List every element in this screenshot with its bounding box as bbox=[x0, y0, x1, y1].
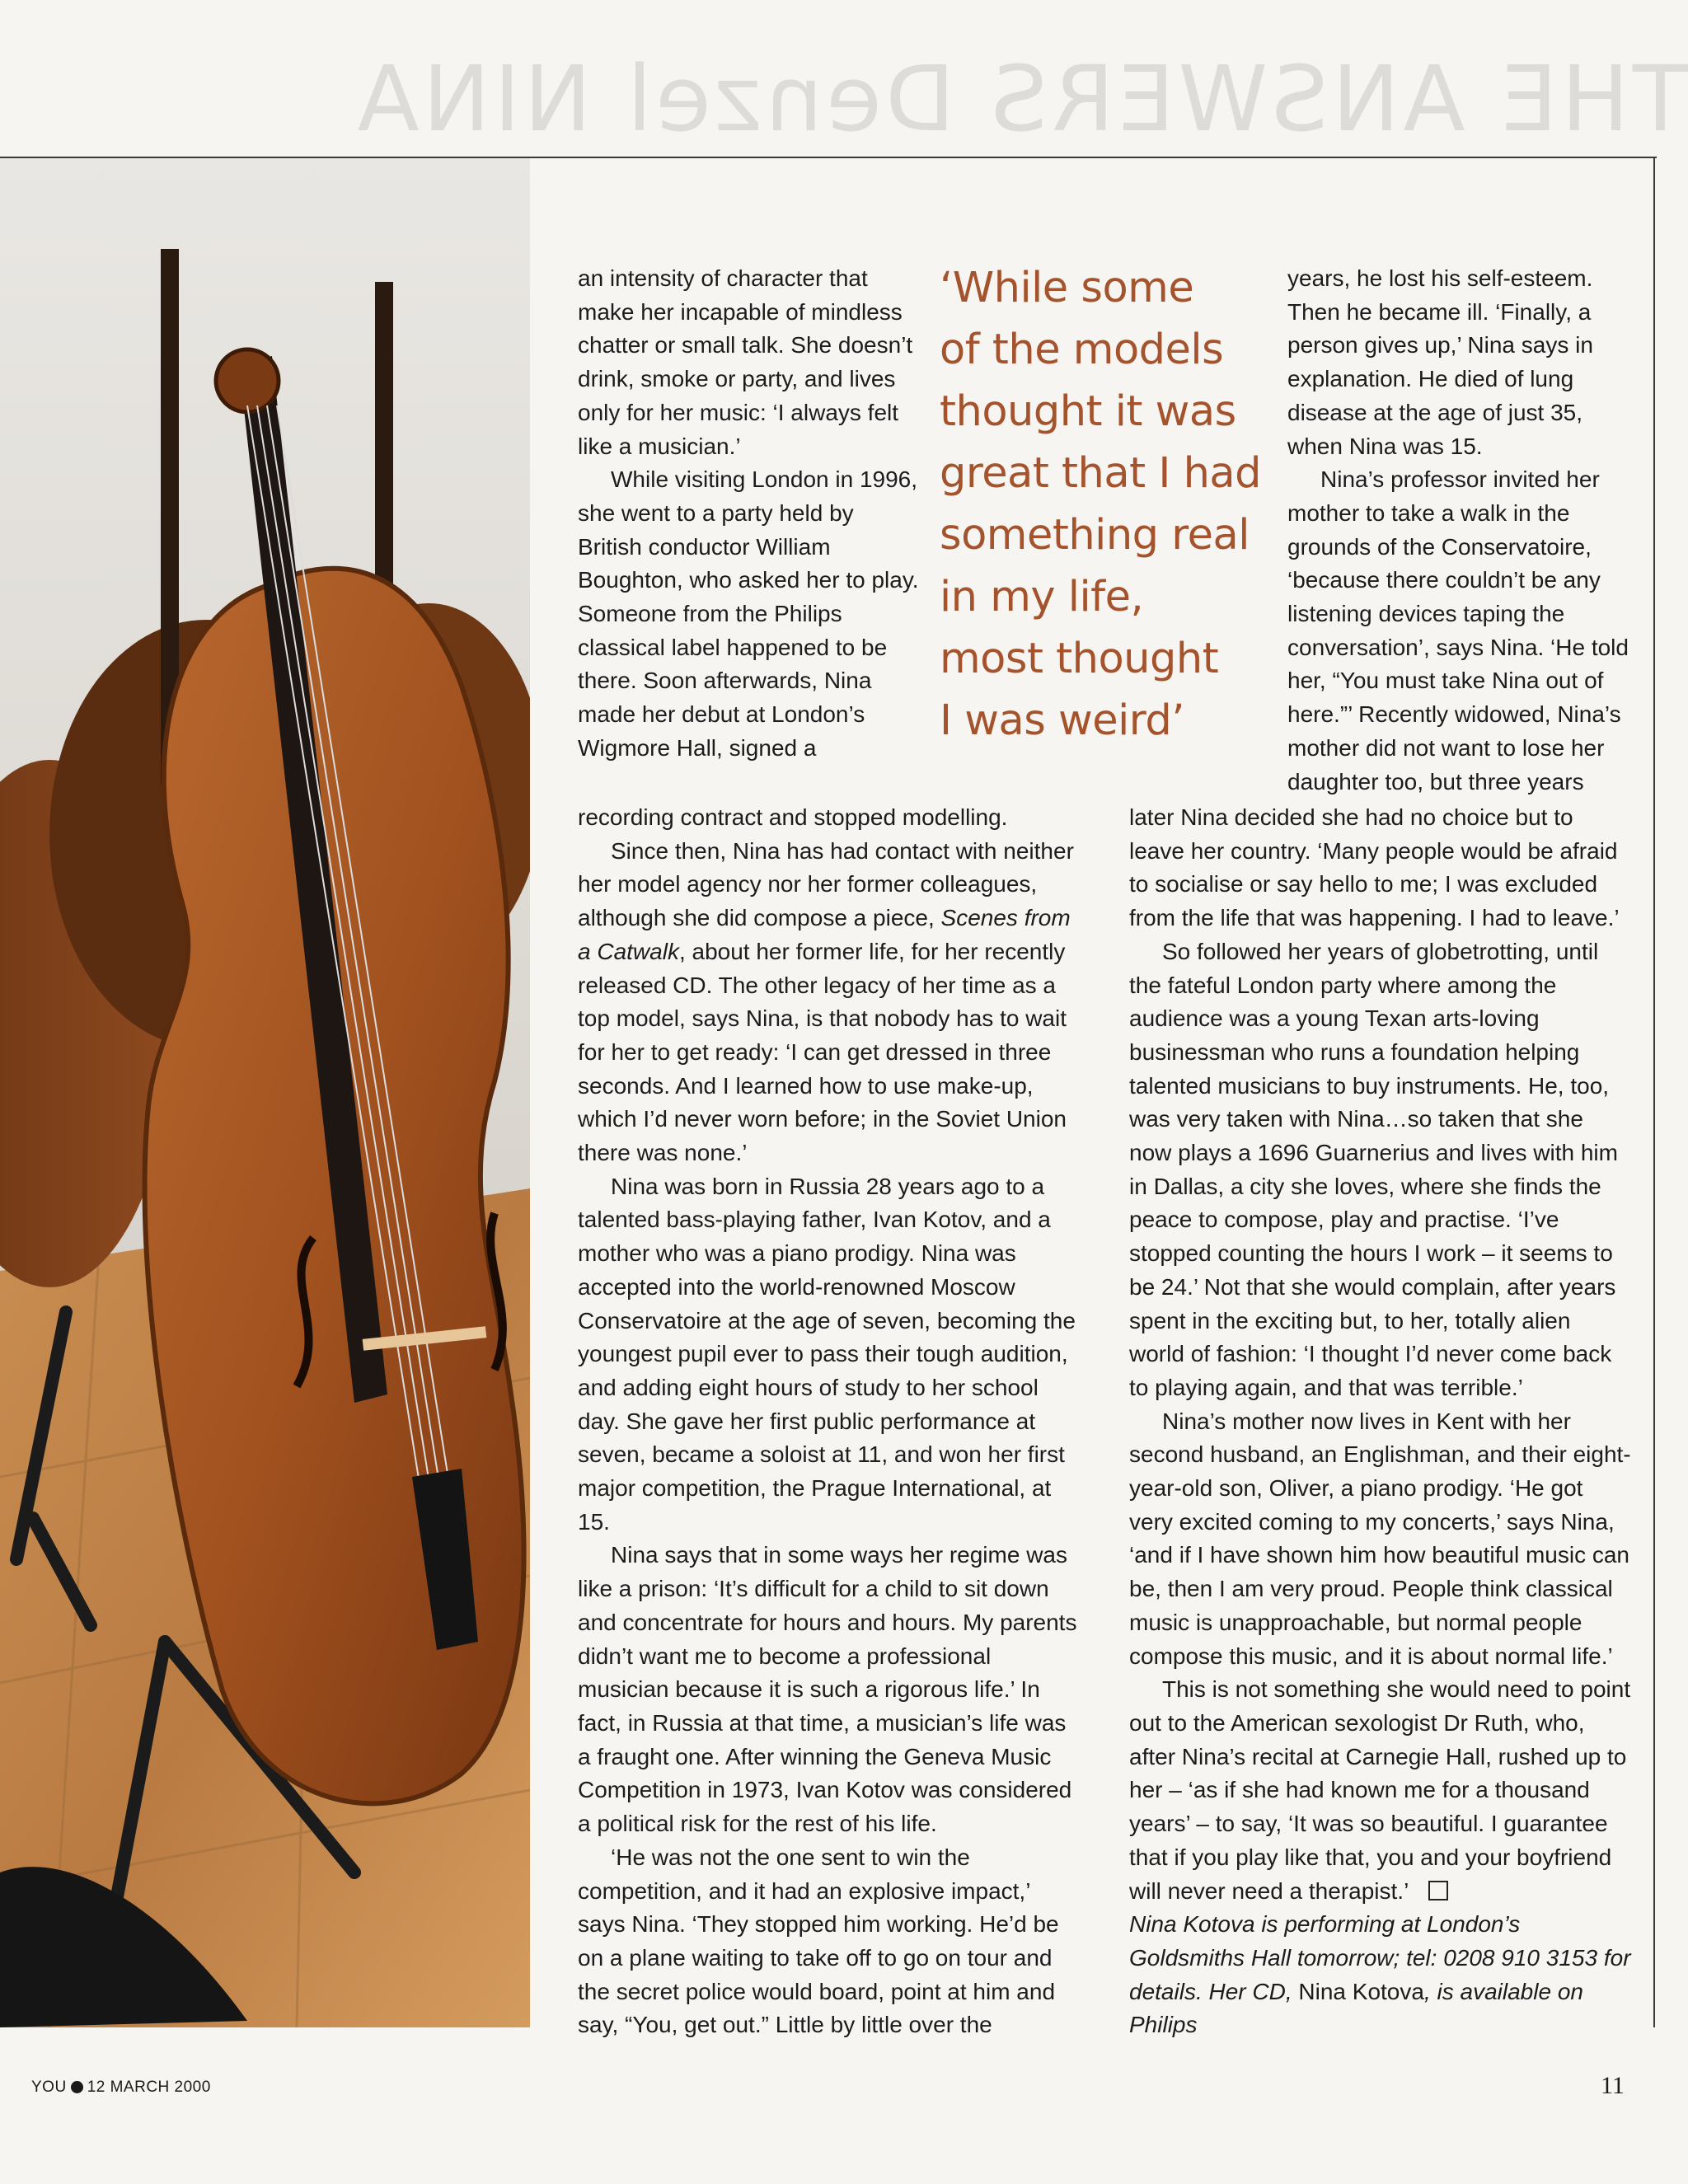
paragraph: later Nina decided she had no choice but to leave her country. ‘Many people would be afraid to socialise or say hello to me; I was excluded from the life that was happening. I had to leave.’ bbox=[1129, 804, 1620, 931]
event-note bbox=[1129, 1908, 1632, 2042]
pull-quote-line: great that I had bbox=[940, 449, 1262, 498]
paragraph: While visiting London in 1996, she went to a party held by British conductor William Boughton, who asked her to play. Someone from the Philips classical label happened to be there. Soon afterwards, Nina made her debut at London’s Wigmore Hall, signed a bbox=[578, 466, 919, 761]
paragraph: ‘He was not the one sent to win the competition, and it had an explosive impact,’ says Nina. ‘They stopped him working. He’d be on a plane waiting to take off to go on tour and the secret police would board, point at him and say, “You, get out.” Little by little over the bbox=[578, 1844, 1059, 2038]
pull-quote-line: most thought bbox=[940, 635, 1219, 683]
paragraph: years, he lost his self-esteem. Then he became ill. ‘Finally, a person gives up,’ Nina says in explanation. He died of lung disease at the age of just 35, when Nina was 15. bbox=[1287, 265, 1593, 459]
pull-quote-line: ‘While some bbox=[940, 264, 1194, 312]
paragraph: Nina says that in some ways her regime was like a prison: ‘It’s difficult for a child to sit down and concentrate for hours and hours. My parents didn’t want me to become a professional musician because it is such a rigorous life.’ In fact, in Russia at that time, a musician’s life was a fraught one. After winning the Geneva Music Competition in 1973, Ivan Kotov was considered a political risk for the rest of his life. bbox=[578, 1542, 1077, 1837]
cello-photo bbox=[0, 158, 530, 2027]
work-title: Scenes from a Catwalk bbox=[578, 905, 1071, 964]
paragraph-text: This is not something she would need to point out to the American sexologist Dr Ruth, who, after Nina’s recital at Carnegie Hall, rushed up to her – ‘as if she had known me for a thousand years’ – to say, ‘It was so beautiful. I guarantee that if you play like that, you and your boyfriend will never need a therapist.’ bbox=[1129, 1676, 1631, 1904]
column-1-top bbox=[578, 262, 924, 766]
paragraph: Nina was born in Russia 28 years ago to a talented bass-playing father, Ivan Kotov, and a mother who was a piano prodigy. Nina was accepted into the world-renowned Moscow Conservatoire at the age of seven, becoming the youngest pupil ever to pass their tough audition, and adding eight hours of study to her school day. She gave her first public performance at seven, became a soloist at 11, and won her first major competition, the Prague International, at 15. bbox=[578, 1173, 1076, 1535]
pull-quote bbox=[940, 257, 1286, 752]
paragraph: Nina’s mother now lives in Kent with her second husband, an Englishman, and their eight-year-old son, Oliver, a piano prodigy. ‘He got very excited coming to my concerts,’ says Nina, ‘and if I have shown him how beautiful music can be, then I am very proud. People think classical music is unapproachable, but normal people compose this music, and it is about normal life.’ bbox=[1129, 1408, 1631, 1669]
show-through-header: THE ANSWERS Denzel NINA bbox=[354, 49, 1688, 148]
pull-quote-line: I was weird’ bbox=[940, 696, 1184, 745]
column-1-main bbox=[578, 801, 1081, 2042]
bullet-icon bbox=[71, 2081, 83, 2093]
issue-date: 12 MARCH 2000 bbox=[87, 2079, 211, 2096]
paragraph: recording contract and stopped modelling. bbox=[578, 804, 1008, 830]
pull-quote-line: of the models bbox=[940, 326, 1224, 374]
end-mark-icon bbox=[1428, 1881, 1448, 1900]
page-number: 11 bbox=[1601, 2072, 1625, 2099]
paragraph: an intensity of character that make her incapable of mindless chatter or small talk. She doesn’t drink, smoke or party, and lives only for her music: ‘I always felt like a musician.’ bbox=[578, 265, 913, 459]
footer-folio bbox=[31, 2079, 211, 2097]
pull-quote-line: thought it was bbox=[940, 387, 1236, 436]
publication-name: YOU bbox=[31, 2079, 67, 2096]
paragraph-text: , about her former life, for her recently released CD. The other legacy of her time as a top model, says Nina, is that nobody has to wait for her to get ready: ‘I can get dressed in three seconds. And I learned how to use make-up, which I’d never worn before; in the Soviet Union there was none.’ bbox=[578, 938, 1067, 1166]
note-text: Nina Kotova is performing at London’s Goldsmiths Hall tomorrow; tel: 0208 910 3153 for details. Her CD, bbox=[1129, 1911, 1631, 2004]
paragraph: Nina’s professor invited her mother to take a walk in the grounds of the Conservatoire, ‘because there couldn’t be any listening devices taping the conversation’, says Nina. ‘He told her, “You must take Nina out of here.”’ Recently widowed, Nina’s mother did not want to lose her daughter too, but three years bbox=[1287, 466, 1629, 794]
column-2-main bbox=[1129, 801, 1632, 2042]
column-2-top bbox=[1287, 262, 1634, 799]
cd-title: Nina Kotova bbox=[1298, 1978, 1424, 2004]
right-rule bbox=[1653, 157, 1655, 2027]
paragraph bbox=[578, 835, 1081, 1170]
paragraph bbox=[1129, 1673, 1632, 1908]
pull-quote-line: something real bbox=[940, 511, 1250, 560]
note-text: , is available on Philips bbox=[1129, 1978, 1583, 2038]
pull-quote-line: in my life, bbox=[940, 573, 1144, 621]
paragraph: So followed her years of globetrotting, until the fateful London party where among the audience was a young Texan arts-loving businessman who runs a foundation helping talented musicians to buy instruments. He, too, was very taken with Nina…so taken that she now plays a 1696 Guarnerius and lives with him in Dallas, a city she loves, where she finds the peace to compose, play and practise. ‘I’ve stopped counting the hours I work – it seems to be 24.’ Not that she would complain, after years spent in the exciting but, to her, totally alien world of fashion: ‘I thought I’d never come back to playing again, and that was terrible.’ bbox=[1129, 938, 1618, 1400]
paragraph-text: Since then, Nina has had contact with neither her model agency nor her former colleagues, although she did compose a piece, bbox=[578, 837, 1074, 931]
